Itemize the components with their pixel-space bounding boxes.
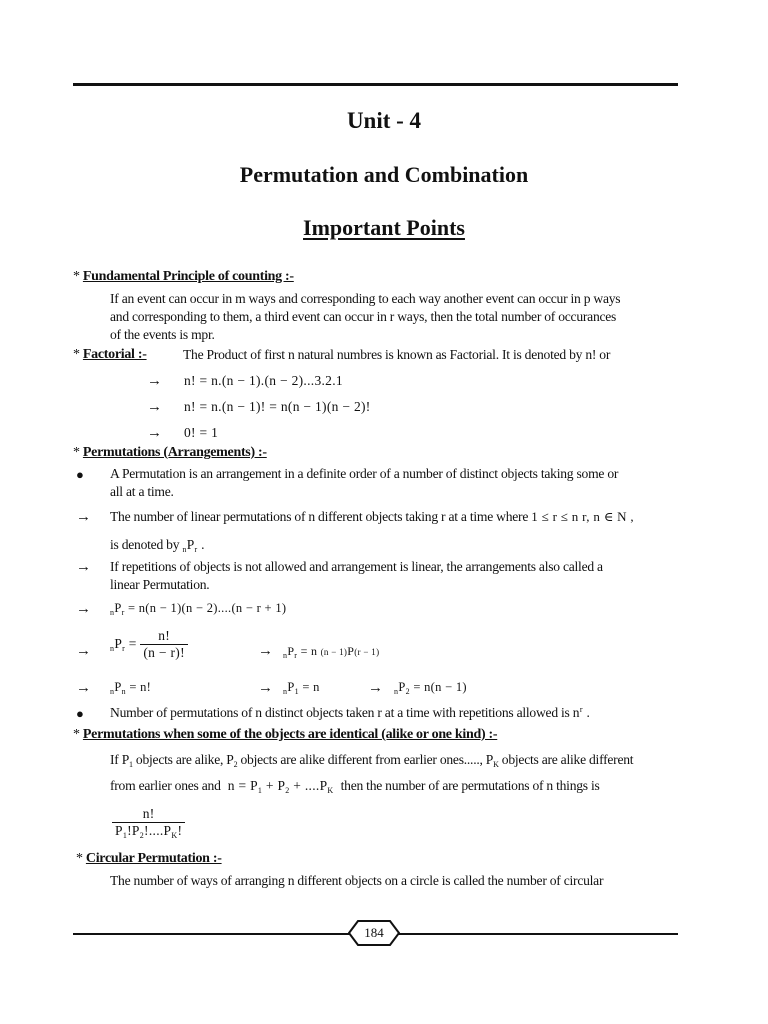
fundamental-line-3: of the events is mpr. <box>110 327 215 342</box>
perm-norep-line-2: linear Permutation. <box>110 577 210 592</box>
np1-formula: $_nP_1 = n$ <box>283 680 320 696</box>
perm-denoted: is denoted by $_nP_r$ . <box>110 537 205 554</box>
identical-line-2: from earlier ones and $n = P_1 + P_2 + ....P_K$ then the number of are permutations of n things is <box>110 778 600 795</box>
factorial-heading: * Factorial :- <box>73 347 147 362</box>
identical-line-1: If $P_1$ objects are alike, $P_2$ objects are alike different from earlier ones....., $P_K$ objects are alike different <box>110 752 634 769</box>
permutations-heading: * Permutations (Arrangements) :- <box>73 445 267 460</box>
perm-def-line-1: A Permutation is an arrangement in a definite order of a number of distinct objects taking some or <box>110 466 619 481</box>
identical-fraction: $\frac{n!}{P_1!P_2!....P_K!}$ <box>112 806 185 840</box>
fundamental-line-2: and corresponding to them, a third event can occur in r ways, then the total number of occurances <box>110 309 617 324</box>
factorial-formula-1: n! = n.(n − 1).(n − 2)...3.2.1 <box>184 373 343 388</box>
section-subtitle: Important Points <box>303 215 465 240</box>
fundamental-line-1: If an event can occur in m ways and corresponding to each way another event can occur in p ways <box>110 291 621 306</box>
footer-rule-left <box>73 933 353 935</box>
arrow-icon: → <box>76 559 91 575</box>
npr-fraction-formula: $_nP_r$ = $\frac{n!}{(n - r)!}$ <box>110 628 188 661</box>
arrow-icon: → <box>368 680 383 696</box>
factorial-formula-2: n! = n.(n − 1)! = n(n − 1)(n − 2)! <box>184 399 371 414</box>
arrow-icon: → <box>76 643 91 659</box>
identical-heading: * Permutations when some of the objects are identical (alike or one kind) :- <box>73 727 498 742</box>
arrow-icon: → <box>147 399 162 415</box>
factorial-formula-3: 0! = 1 <box>184 425 219 440</box>
arrow-icon: → <box>76 509 91 525</box>
perm-linear-text: The number of linear permutations of n different objects taking r at a time where 1 ≤ r ≤ n r, n ∈ N , <box>110 509 634 524</box>
arrow-icon: → <box>258 680 273 696</box>
npr-recursive-formula: $_nP_r = n$ (n − 1)P(r − 1) <box>283 644 380 660</box>
bullet-icon: ● <box>76 706 84 721</box>
perm-norep-line-1: If repetitions of objects is not allowed and arrangement is linear, the arrangements also called a <box>110 559 603 574</box>
arrow-icon: → <box>147 373 162 389</box>
arrow-icon: → <box>258 643 273 659</box>
factorial-description: The Product of first n natural numbres is known as Factorial. It is denoted by n! or <box>183 347 611 362</box>
page-number: 184 <box>364 925 384 940</box>
top-rule <box>73 83 678 86</box>
circular-heading: * Circular Permutation :- <box>76 851 222 866</box>
npn-formula: $_nP_n = n$! <box>110 680 152 696</box>
perm-linear-condition: 1 ≤ r ≤ n r, n ∈ N , <box>531 509 634 524</box>
arrow-icon: → <box>76 601 91 617</box>
perm-def-line-2: all at a time. <box>110 484 174 499</box>
perm-repetition-text: Number of permutations of n distinct objects taken r at a time with repetitions allowed is $n^r$ . <box>110 705 591 720</box>
chapter-title: Permutation and Combination <box>239 162 529 187</box>
circular-line-1: The number of ways of arranging n different objects on a circle is called the number of circular <box>110 873 604 888</box>
npr-product-formula: $_nP_r = n(n - 1)(n - 2)....(n - r + 1)$ <box>110 601 287 617</box>
bullet-icon: ● <box>76 467 84 482</box>
footer-rule-right <box>398 933 678 935</box>
arrow-icon: → <box>147 425 162 441</box>
fundamental-heading: * Fundamental Principle of counting :- <box>73 269 294 284</box>
arrow-icon: → <box>76 680 91 696</box>
np2-formula: $_nP_2 = n(n - 1)$ <box>394 680 467 696</box>
unit-title: Unit - 4 <box>346 108 422 133</box>
